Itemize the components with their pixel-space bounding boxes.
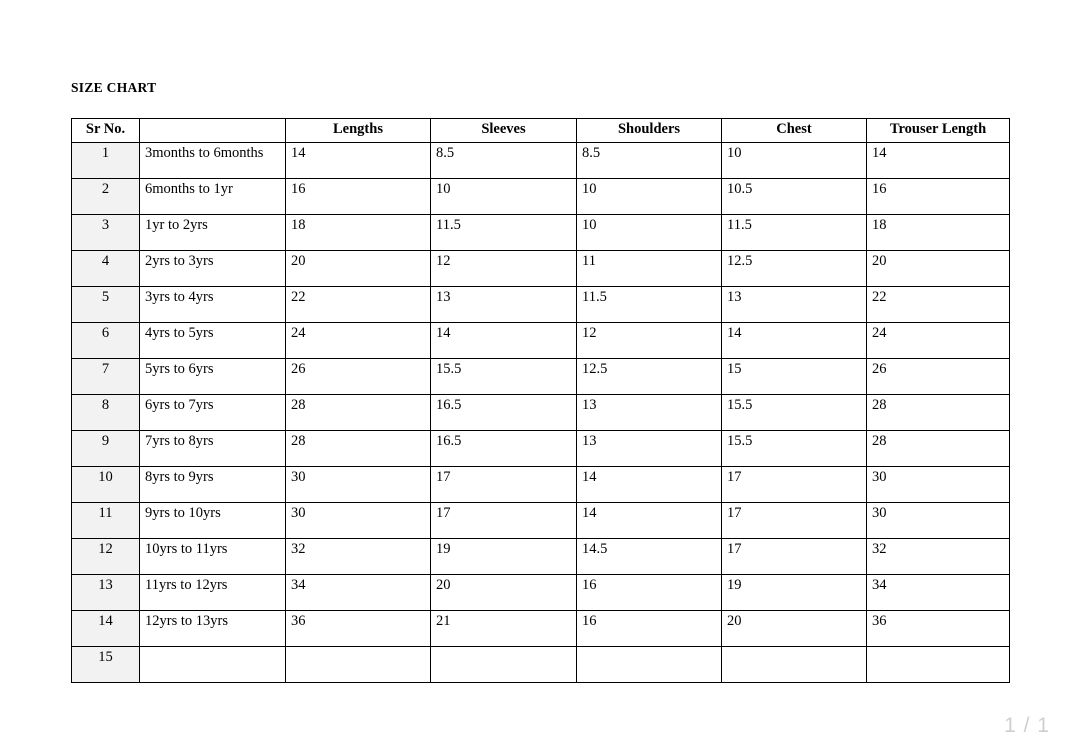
cell-shoulders: 8.5	[577, 143, 722, 179]
cell-sleeves	[431, 647, 577, 683]
cell-trouser-length: 34	[867, 575, 1010, 611]
cell-sr-no: 5	[72, 287, 140, 323]
table-header	[72, 119, 1010, 143]
cell-length: 30	[286, 467, 431, 503]
cell-chest: 17	[722, 539, 867, 575]
cell-chest: 15.5	[722, 395, 867, 431]
cell-chest: 19	[722, 575, 867, 611]
cell-shoulders: 13	[577, 395, 722, 431]
cell-sleeves: 20	[431, 575, 577, 611]
cell-trouser-length: 36	[867, 611, 1010, 647]
cell-sleeves: 15.5	[431, 359, 577, 395]
cell-chest: 15	[722, 359, 867, 395]
cell-sr-no: 2	[72, 179, 140, 215]
cell-trouser-length: 24	[867, 323, 1010, 359]
cell-chest: 10	[722, 143, 867, 179]
page-title: SIZE CHART	[71, 80, 157, 95]
cell-trouser-length: 32	[867, 539, 1010, 575]
cell-shoulders: 16	[577, 575, 722, 611]
page-number: 1 / 1	[1004, 714, 1050, 737]
table-row	[72, 287, 1010, 323]
cell-age-range: 6months to 1yr	[140, 179, 286, 215]
cell-length: 18	[286, 215, 431, 251]
table-row	[72, 359, 1010, 395]
cell-sr-no: 11	[72, 503, 140, 539]
column-header-shoulders: Shoulders	[577, 119, 722, 143]
size-chart-table-container	[71, 118, 1009, 683]
table-row	[72, 539, 1010, 575]
cell-shoulders: 10	[577, 215, 722, 251]
cell-length: 20	[286, 251, 431, 287]
cell-chest	[722, 647, 867, 683]
cell-length: 16	[286, 179, 431, 215]
table-row	[72, 431, 1010, 467]
table-row	[72, 143, 1010, 179]
cell-chest: 11.5	[722, 215, 867, 251]
cell-sr-no: 15	[72, 647, 140, 683]
cell-shoulders: 13	[577, 431, 722, 467]
cell-shoulders: 14	[577, 503, 722, 539]
cell-length: 34	[286, 575, 431, 611]
table-row	[72, 467, 1010, 503]
cell-age-range: 12yrs to 13yrs	[140, 611, 286, 647]
cell-sleeves: 14	[431, 323, 577, 359]
cell-trouser-length: 14	[867, 143, 1010, 179]
cell-sr-no: 14	[72, 611, 140, 647]
cell-length: 24	[286, 323, 431, 359]
cell-sleeves: 17	[431, 467, 577, 503]
cell-length: 28	[286, 395, 431, 431]
cell-shoulders: 11	[577, 251, 722, 287]
cell-length: 22	[286, 287, 431, 323]
cell-sr-no: 13	[72, 575, 140, 611]
cell-sr-no: 4	[72, 251, 140, 287]
cell-shoulders	[577, 647, 722, 683]
cell-chest: 10.5	[722, 179, 867, 215]
table-header-row	[72, 119, 1010, 143]
cell-length	[286, 647, 431, 683]
column-header-sr-no: Sr No.	[72, 119, 140, 143]
cell-age-range: 10yrs to 11yrs	[140, 539, 286, 575]
cell-chest: 14	[722, 323, 867, 359]
cell-shoulders: 16	[577, 611, 722, 647]
table-body	[72, 143, 1010, 683]
column-header-lengths: Lengths	[286, 119, 431, 143]
table-row	[72, 503, 1010, 539]
cell-chest: 17	[722, 503, 867, 539]
table-row	[72, 611, 1010, 647]
cell-trouser-length: 28	[867, 431, 1010, 467]
cell-age-range: 2yrs to 3yrs	[140, 251, 286, 287]
cell-sleeves: 10	[431, 179, 577, 215]
cell-length: 30	[286, 503, 431, 539]
cell-age-range: 7yrs to 8yrs	[140, 431, 286, 467]
cell-length: 36	[286, 611, 431, 647]
cell-age-range: 4yrs to 5yrs	[140, 323, 286, 359]
cell-age-range: 8yrs to 9yrs	[140, 467, 286, 503]
cell-sr-no: 8	[72, 395, 140, 431]
cell-trouser-length: 26	[867, 359, 1010, 395]
cell-length: 32	[286, 539, 431, 575]
table-row	[72, 251, 1010, 287]
cell-sr-no: 10	[72, 467, 140, 503]
column-header-sleeves: Sleeves	[431, 119, 577, 143]
table-row	[72, 395, 1010, 431]
cell-age-range: 9yrs to 10yrs	[140, 503, 286, 539]
cell-age-range: 3months to 6months	[140, 143, 286, 179]
cell-age-range: 3yrs to 4yrs	[140, 287, 286, 323]
cell-trouser-length: 28	[867, 395, 1010, 431]
cell-age-range: 11yrs to 12yrs	[140, 575, 286, 611]
cell-trouser-length: 16	[867, 179, 1010, 215]
cell-sleeves: 16.5	[431, 431, 577, 467]
cell-sr-no: 12	[72, 539, 140, 575]
cell-sleeves: 12	[431, 251, 577, 287]
cell-chest: 12.5	[722, 251, 867, 287]
cell-shoulders: 14.5	[577, 539, 722, 575]
cell-sr-no: 9	[72, 431, 140, 467]
table-row	[72, 179, 1010, 215]
cell-sr-no: 7	[72, 359, 140, 395]
cell-sr-no: 1	[72, 143, 140, 179]
cell-sleeves: 13	[431, 287, 577, 323]
table-row	[72, 575, 1010, 611]
cell-length: 28	[286, 431, 431, 467]
cell-shoulders: 14	[577, 467, 722, 503]
cell-trouser-length	[867, 647, 1010, 683]
size-chart-table	[71, 118, 1010, 683]
cell-sleeves: 21	[431, 611, 577, 647]
cell-trouser-length: 20	[867, 251, 1010, 287]
cell-trouser-length: 30	[867, 503, 1010, 539]
cell-sleeves: 16.5	[431, 395, 577, 431]
column-header-trouser-length: Trouser Length	[867, 119, 1010, 143]
cell-age-range: 1yr to 2yrs	[140, 215, 286, 251]
cell-sleeves: 8.5	[431, 143, 577, 179]
cell-shoulders: 10	[577, 179, 722, 215]
cell-chest: 17	[722, 467, 867, 503]
cell-age-range	[140, 647, 286, 683]
cell-age-range: 6yrs to 7yrs	[140, 395, 286, 431]
table-row	[72, 323, 1010, 359]
cell-length: 26	[286, 359, 431, 395]
column-header-age-range	[140, 119, 286, 143]
cell-sleeves: 11.5	[431, 215, 577, 251]
cell-trouser-length: 30	[867, 467, 1010, 503]
cell-chest: 13	[722, 287, 867, 323]
cell-shoulders: 12.5	[577, 359, 722, 395]
cell-age-range: 5yrs to 6yrs	[140, 359, 286, 395]
table-row	[72, 215, 1010, 251]
cell-trouser-length: 18	[867, 215, 1010, 251]
cell-chest: 20	[722, 611, 867, 647]
cell-shoulders: 12	[577, 323, 722, 359]
cell-length: 14	[286, 143, 431, 179]
cell-sr-no: 6	[72, 323, 140, 359]
cell-chest: 15.5	[722, 431, 867, 467]
cell-sleeves: 19	[431, 539, 577, 575]
table-row	[72, 647, 1010, 683]
cell-shoulders: 11.5	[577, 287, 722, 323]
cell-sleeves: 17	[431, 503, 577, 539]
cell-sr-no: 3	[72, 215, 140, 251]
column-header-chest: Chest	[722, 119, 867, 143]
cell-trouser-length: 22	[867, 287, 1010, 323]
